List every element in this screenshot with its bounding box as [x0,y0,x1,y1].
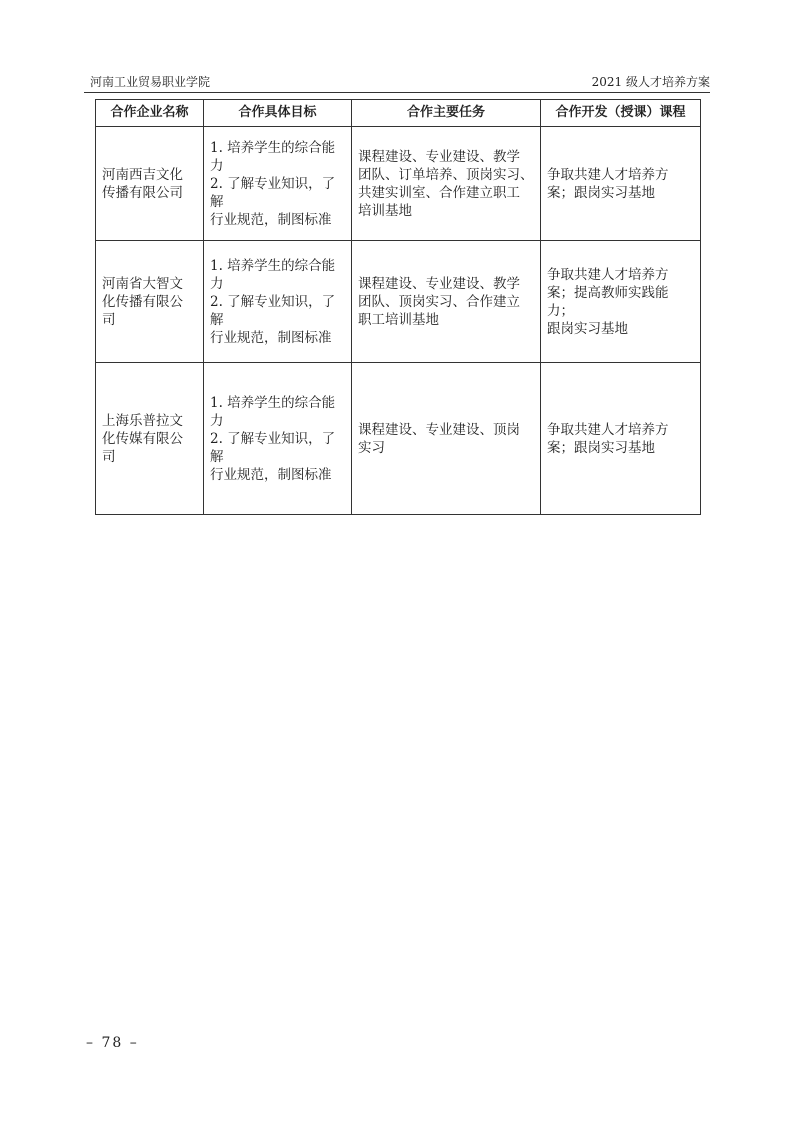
cooperation-table [95,99,701,515]
company-cell [96,241,204,363]
company-line: 司 [102,311,116,328]
company-line: 上海乐普拉文 [102,412,183,429]
tasks-cell [352,241,541,363]
page-header [90,74,710,90]
goal-line: 1. 培养学生的综合能 [210,257,336,274]
goals-cell [204,363,352,515]
course-line: 案；提高教师实践能力； [547,284,669,319]
company-cell [96,127,204,241]
courses-cell [541,241,701,363]
goal-line: 力 [210,157,224,174]
courses-cell [541,363,701,515]
column-header-goals: 合作具体目标 [204,100,352,127]
goal-line: 行业规范，制图标准 [210,211,332,228]
course-line: 争取共建人才培养方 [547,421,669,438]
company-cell [96,363,204,515]
company-line: 传播有限公司 [102,184,183,201]
page-number: – 78 – [86,1035,139,1051]
header-divider [84,92,710,93]
header-document-title: 2021 级人才培养方案 [591,75,710,89]
task-line: 共建实训室、合作建立职工 [358,184,520,201]
task-line: 课程建设、专业建设、教学 [358,148,520,165]
goal-line: 力 [210,412,224,429]
table-row [96,127,701,241]
course-line: 案；跟岗实习基地 [547,439,655,456]
task-line: 课程建设、专业建设、顶岗 [358,421,520,438]
goal-line: 2. 了解专业知识，了解 [210,175,336,210]
goal-line: 1. 培养学生的综合能 [210,394,336,411]
task-line: 团队、订单培养、顶岗实习、 [358,166,534,183]
course-line: 案；跟岗实习基地 [547,184,655,201]
goal-line: 2. 了解专业知识，了解 [210,293,336,328]
course-line: 争取共建人才培养方 [547,266,669,283]
column-header-tasks: 合作主要任务 [352,100,541,127]
task-line: 培训基地 [358,202,412,219]
goals-cell [204,241,352,363]
tasks-cell [352,127,541,241]
course-line: 争取共建人才培养方 [547,166,669,183]
task-line: 团队、顶岗实习、合作建立 [358,293,520,310]
tasks-cell [352,363,541,515]
column-header-company: 合作企业名称 [96,100,204,127]
table-row [96,241,701,363]
column-header-courses: 合作开发（授课）课程 [541,100,701,127]
company-line: 化传媒有限公 [102,430,183,447]
company-line: 化传播有限公 [102,293,183,310]
goal-line: 行业规范，制图标准 [210,466,332,483]
courses-cell [541,127,701,241]
header-school-name: 河南工业贸易职业学院 [90,75,211,89]
goal-line: 2. 了解专业知识，了解 [210,430,336,465]
goal-line: 1. 培养学生的综合能 [210,139,336,156]
task-line: 职工培训基地 [358,311,439,328]
company-line: 司 [102,448,116,465]
company-line: 河南西吉文化 [102,166,183,183]
goals-cell [204,127,352,241]
company-line: 河南省大智文 [102,275,183,292]
table-header-row [96,100,701,127]
goal-line: 力 [210,275,224,292]
task-line: 实习 [358,439,385,456]
table-row [96,363,701,515]
course-line: 跟岗实习基地 [547,320,628,337]
task-line: 课程建设、专业建设、教学 [358,275,520,292]
goal-line: 行业规范，制图标准 [210,329,332,346]
